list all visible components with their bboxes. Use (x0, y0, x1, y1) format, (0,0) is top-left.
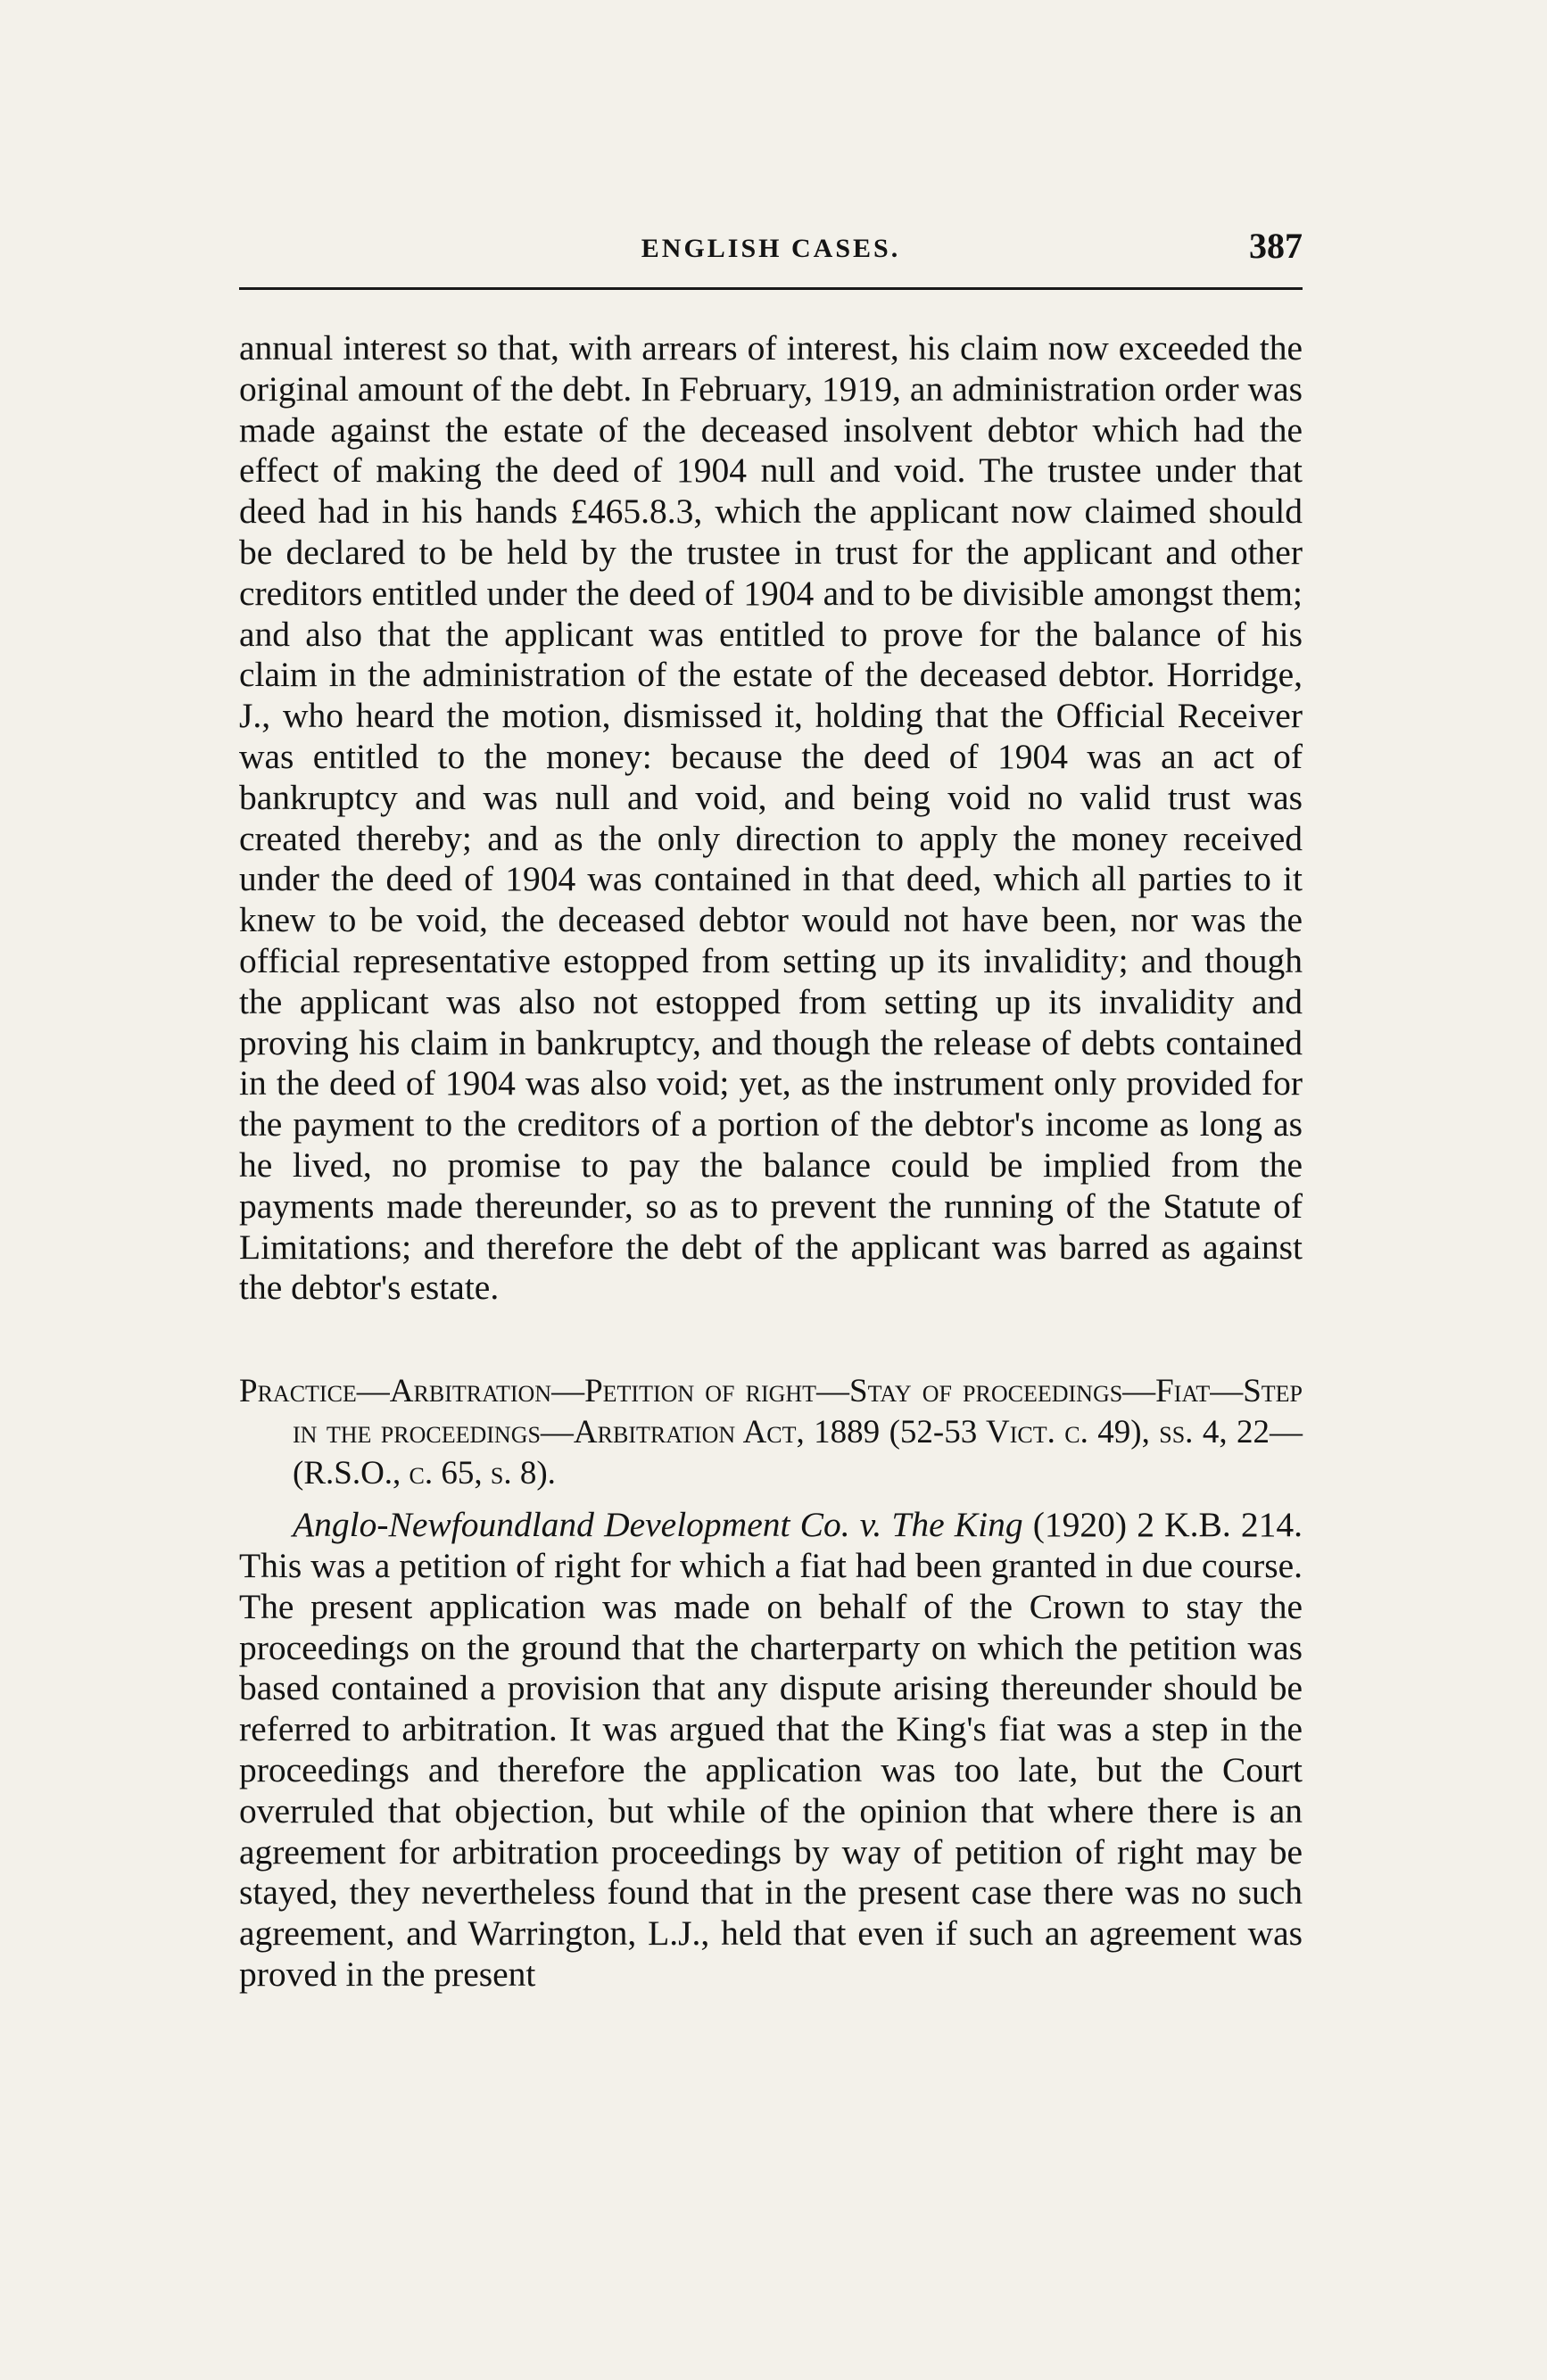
case-text: This was a petition of right for which a fiat had been granted in due course. The present application was made on behalf of the Crown to stay the proceedings on the ground that the charterparty on which the petition was based contained a provision that any dispute arising thereunder should be referred to arbitration. It was argued that the King's fiat was a step in the proceedings and therefore the application was too late, but the Court overruled that objection, but while of the opinion that where there is an agreement for arbitration proceedings by way of petition of right may be stayed, they nevertheless found that in the present case there was no such agreement, and Warrington, L.J., held that even if such an agreement was proved in the present (239, 1545, 1303, 1994)
case-name: Anglo-Newfoundland Development Co. v. The King (293, 1505, 1023, 1545)
body-text (239, 328, 1303, 1996)
running-head: ENGLISH CASES. (641, 234, 901, 263)
section-heading: Practice—Arbitration—Petition of right—Stay of proceedings—Fiat—Step in the proceedings—Arbitration Act, 1889 (52-53 Vict. c. 49), ss. 4, 22—(R.S.O., c. 65, s. 8). (239, 1373, 1303, 1492)
page-header (239, 225, 1303, 278)
page-number: 387 (1249, 226, 1303, 266)
case-paragraph (239, 1505, 1303, 1996)
header-rule (239, 287, 1303, 290)
paragraph-continued: annual interest so that, with arrears of interest, his claim now exceeded the original amount of the debt. In February, 1919, an administration order was made against the estate of the deceased insolvent debtor which had the effect of making the deed of 1904 null and void. The trustee under that deed had in his hands £465.8.3, which the applicant now claimed should be declared to be held by the trustee in trust for the applicant and other creditors entitled under the deed of 1904 and to be divisible amongst them; and also that the applicant was entitled to prove for the balance of his claim in the administration of the estate of the deceased debtor. Horridge, J., who heard the motion, dismissed it, holding that the Official Receiver was entitled to the money: because the deed of 1904 was an act of bankruptcy and was null and void, and being void no valid trust was created thereby; and as the only direction to apply the money received under the deed of 1904 was contained in that deed, which all parties to it knew to be void, the deceased debtor would not have been, nor was the official representative estopped from setting up its invalidity; and though the applicant was also not estopped from setting up its invalidity and proving his claim in bankruptcy, and though the release of debts contained in the deed of 1904 was also void; yet, as the instrument only provided for the payment to the creditors of a portion of the debtor's income as long as he lived, no promise to pay the balance could be implied from the payments made thereunder, so as to prevent the running of the Statute of Limitations; and therefore the debt of the applicant was barred as against the debtor's estate. (239, 328, 1303, 1308)
case-citation: (1920) 2 K.B. 214. (1032, 1505, 1303, 1545)
